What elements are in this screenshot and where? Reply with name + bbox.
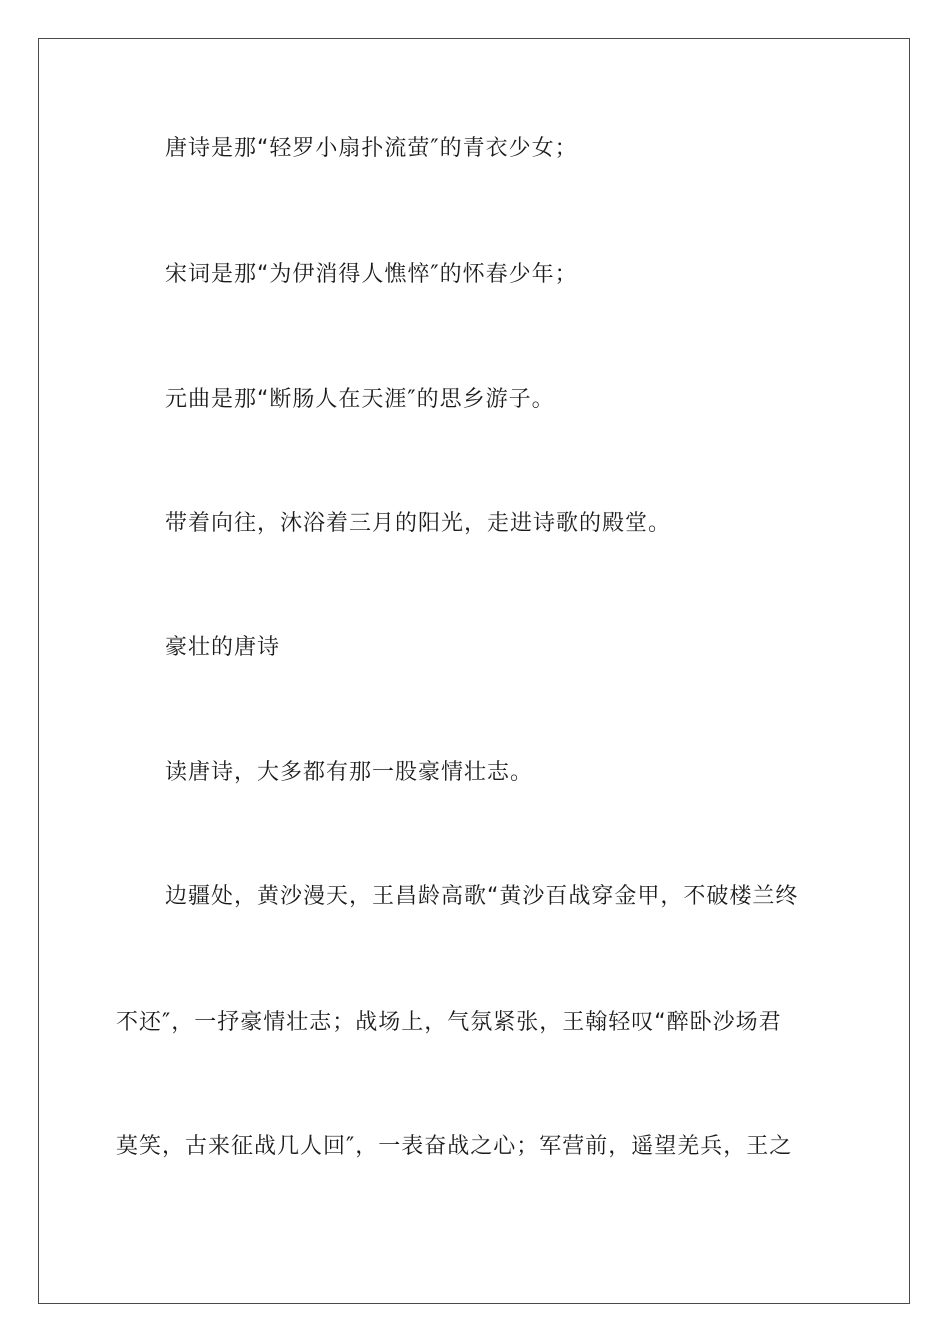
- paragraph-song-ci: 宋词是那“为伊消得人憔悴″的怀春少年；: [165, 262, 578, 287]
- section-heading: 豪壮的唐诗: [165, 635, 281, 660]
- paragraph-line: 不还″，一抒豪情壮志；战场上，气氛紧张，王翰轻叹“醉卧沙场君: [116, 1010, 782, 1035]
- paragraph-reading: 读唐诗，大多都有那一股豪情壮志。: [165, 760, 534, 785]
- page-border: [38, 38, 910, 1304]
- paragraph-intro: 带着向往，沐浴着三月的阳光，走进诗歌的殿堂。: [165, 511, 672, 536]
- paragraph-line: 边疆处，黄沙漫天，王昌龄高歌“黄沙百战穿金甲，不破楼兰终: [165, 884, 799, 909]
- paragraph-tang-poetry: 唐诗是那“轻罗小扇扑流萤″的青衣少女；: [165, 136, 578, 161]
- paragraph-line: 莫笑，古来征战几人回″，一表奋战之心；军营前，遥望羌兵，王之: [116, 1134, 793, 1159]
- paragraph-yuan-qu: 元曲是那“断肠人在天涯″的思乡游子。: [165, 387, 555, 412]
